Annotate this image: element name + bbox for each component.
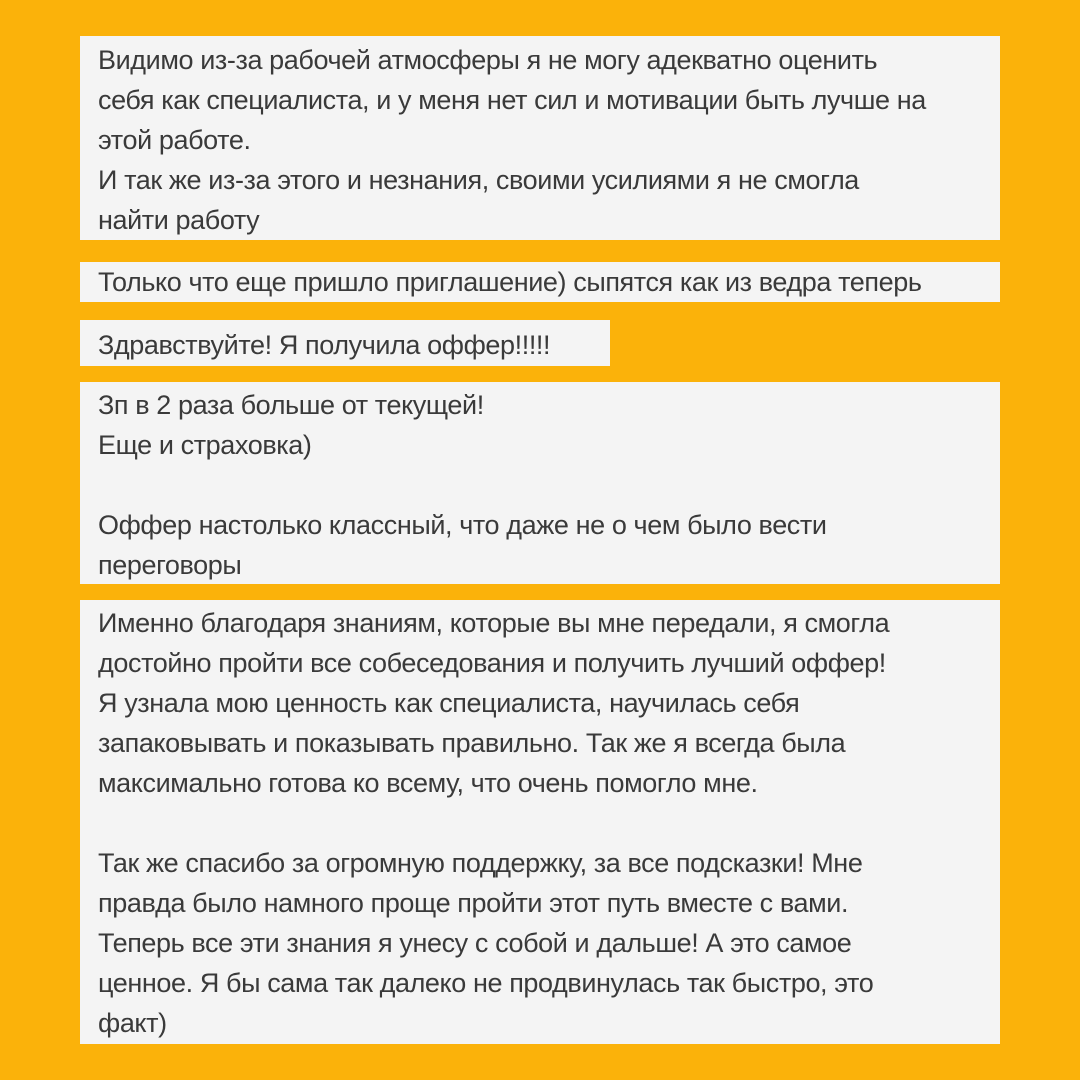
chat-message bbox=[80, 600, 1000, 1044]
chat-message bbox=[80, 36, 1000, 240]
message-line: достойно пройти все собеседования и получить лучший оффер! bbox=[98, 648, 886, 678]
message-line: Так же спасибо за огромную поддержку, за все подсказки! Мне bbox=[98, 848, 863, 878]
message-line: Только что еще пришло приглашение) сыпятся как из ведра теперь bbox=[98, 267, 922, 297]
message-line: Оффер настолько классный, что даже не о чем было вести bbox=[98, 510, 827, 540]
paragraph-gap bbox=[98, 803, 982, 843]
message-line: Именно благодаря знаниям, которые вы мне передали, я смогла bbox=[98, 608, 890, 638]
message-line: правда было намного проще пройти этот путь вместе с вами. bbox=[98, 888, 849, 918]
message-line: себя как специалиста, и у меня нет сил и мотивации быть лучше на bbox=[98, 85, 926, 115]
message-line: ценное. Я бы сама так далеко не продвинулась так быстро, это bbox=[98, 968, 874, 998]
message-line: факт) bbox=[98, 1008, 167, 1038]
message-line: переговоры bbox=[98, 550, 242, 580]
message-line: Зп в 2 раза больше от текущей! bbox=[98, 390, 484, 420]
message-line: найти работу bbox=[98, 205, 260, 235]
message-line: Видимо из-за рабочей атмосферы я не могу адекватно оценить bbox=[98, 45, 878, 75]
message-line: запаковывать и показывать правильно. Так же я всегда была bbox=[98, 728, 846, 758]
chat-message bbox=[80, 382, 1000, 584]
message-line: этой работе. bbox=[98, 125, 251, 155]
message-line: Еще и страховка) bbox=[98, 430, 312, 460]
message-line: Здравствуйте! Я получила оффер!!!!! bbox=[98, 330, 551, 360]
message-line: максимально готова ко всему, что очень помогло мне. bbox=[98, 768, 758, 798]
message-line: Теперь все эти знания я унесу с собой и дальше! А это самое bbox=[98, 928, 852, 958]
message-line: Я узнала мою ценность как специалиста, научилась себя bbox=[98, 688, 800, 718]
paragraph-gap bbox=[98, 465, 982, 505]
chat-message bbox=[80, 262, 1000, 302]
message-line: И так же из-за этого и незнания, своими усилиями я не смогла bbox=[98, 165, 859, 195]
chat-message bbox=[80, 320, 610, 366]
